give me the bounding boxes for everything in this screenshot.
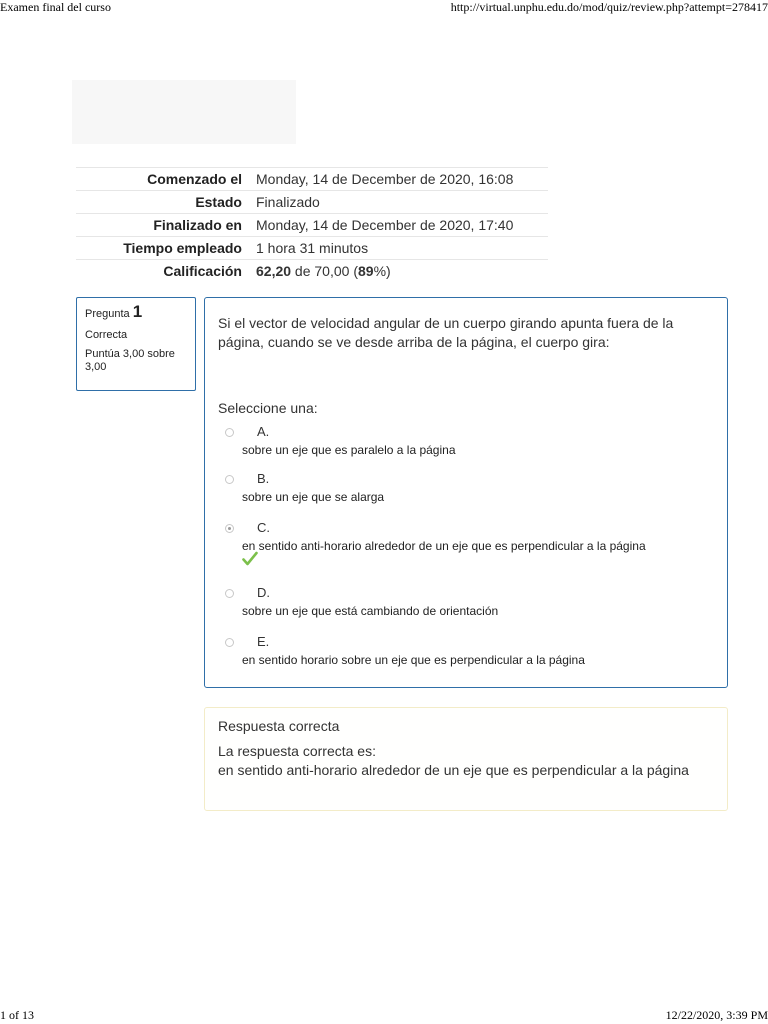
summary-row <box>76 214 548 237</box>
option-text: sobre un eje que está cambiando de orientación <box>242 604 499 618</box>
site-logo-placeholder <box>72 80 296 144</box>
print-footer <box>0 1008 768 1024</box>
question-number-value: 1 <box>132 302 143 321</box>
summary-label: Calificación <box>76 260 256 283</box>
summary-label: Tiempo empleado <box>76 237 256 260</box>
grade-percent: 89 <box>357 263 374 279</box>
question-number-label: Pregunta <box>85 308 130 320</box>
option-text: en sentido anti-horario alrededor de un eje que es perpendicular a la página <box>242 539 646 553</box>
summary-row <box>76 191 548 214</box>
feedback-status: Respuesta correcta <box>218 718 340 734</box>
feedback-intro: La respuesta correcta es: <box>218 743 376 759</box>
question-number <box>85 302 187 321</box>
summary-value: Finalizado <box>256 191 548 214</box>
summary-label: Finalizado en <box>76 214 256 237</box>
summary-row <box>76 237 548 260</box>
grade-of: de 70,00 ( <box>291 263 358 279</box>
summary-value: Monday, 14 de December de 2020, 17:40 <box>256 214 548 237</box>
option-letter: E. <box>257 634 270 649</box>
radio-button-selected[interactable] <box>225 524 234 533</box>
summary-label: Comenzado el <box>76 168 256 191</box>
radio-button[interactable] <box>225 428 234 437</box>
grade-score: 62,20 <box>256 263 292 279</box>
feedback-correct-answer: en sentido anti-horario alrededor de un eje que es perpendicular a la página <box>218 762 689 778</box>
option-text: sobre un eje que se alarga <box>242 490 385 504</box>
option-letter: A. <box>257 424 270 439</box>
summary-value: 1 hora 31 minutos <box>256 237 548 260</box>
summary-value: Monday, 14 de December de 2020, 16:08 <box>256 168 548 191</box>
radio-button[interactable] <box>225 589 234 598</box>
radio-button[interactable] <box>225 475 234 484</box>
print-header <box>0 0 768 16</box>
option-text: sobre un eje que es paralelo a la página <box>242 443 456 457</box>
question-grade: Puntúa 3,00 sobre 3,00 <box>85 348 175 373</box>
answer-prompt: Seleccione una: <box>218 400 318 416</box>
option-text: en sentido horario sobre un eje que es perpendicular a la página <box>242 653 585 667</box>
grade-percent-suffix: %) <box>373 263 391 279</box>
print-page-number: 1 of 13 <box>0 1008 34 1022</box>
question-content-box <box>204 297 728 688</box>
attempt-summary-table <box>76 167 548 282</box>
summary-label: Estado <box>76 191 256 214</box>
question-text: Si el vector de velocidad angular de un cuerpo girando apunta fuera de la página, cuando se ve desde arriba de la página, el cuerpo gira: <box>218 315 674 350</box>
summary-row <box>76 168 548 191</box>
radio-button[interactable] <box>225 638 234 647</box>
print-datetime: 12/22/2020, 3:39 PM <box>665 1008 768 1022</box>
question-state: Correcta <box>85 329 128 341</box>
print-url: http://virtual.unphu.edu.do/mod/quiz/review.php?attempt=278417 <box>450 0 768 14</box>
check-icon <box>242 551 258 567</box>
question-info-panel <box>76 297 196 391</box>
option-letter: D. <box>257 585 270 600</box>
summary-row-grade <box>76 260 548 283</box>
grade-value <box>256 260 548 283</box>
option-letter: B. <box>257 471 270 486</box>
option-letter: C. <box>257 520 270 535</box>
feedback-box <box>204 707 728 811</box>
print-page-title: Examen final del curso <box>0 0 111 14</box>
